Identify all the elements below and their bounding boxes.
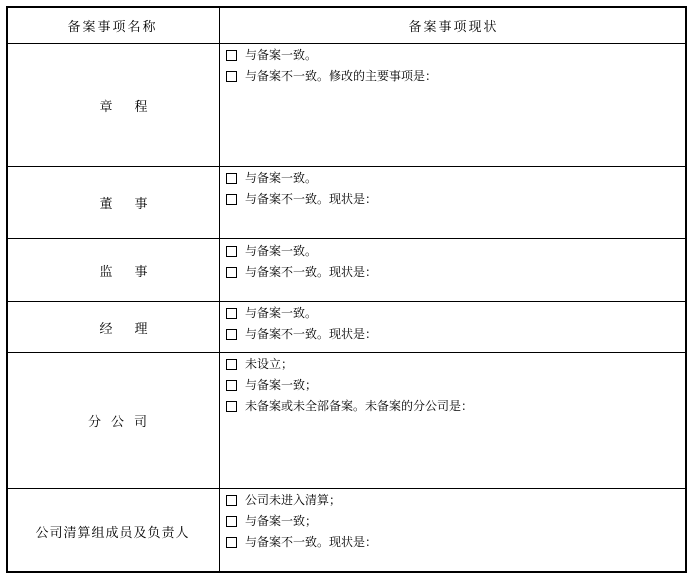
checkbox[interactable] bbox=[226, 380, 237, 391]
row-name-supervisors: 监事 bbox=[99, 264, 170, 280]
option-label: 公司未进入清算； bbox=[245, 493, 342, 507]
checkbox[interactable] bbox=[226, 173, 237, 184]
row-name-directors: 董事 bbox=[99, 197, 170, 212]
row-options-branches bbox=[226, 354, 681, 417]
option-label: 与备案不一致。现状是： bbox=[245, 265, 378, 279]
row-options-directors bbox=[226, 168, 681, 210]
option-item[interactable] bbox=[226, 303, 681, 324]
option-label: 与备案一致； bbox=[245, 378, 318, 392]
option-item[interactable] bbox=[226, 262, 681, 283]
checkbox[interactable] bbox=[226, 516, 237, 527]
checkbox[interactable] bbox=[226, 267, 237, 278]
option-item[interactable] bbox=[226, 168, 681, 189]
checkbox[interactable] bbox=[226, 401, 237, 412]
option-label: 与备案一致。 bbox=[245, 244, 318, 258]
option-item[interactable] bbox=[226, 241, 681, 262]
checkbox[interactable] bbox=[226, 329, 237, 340]
row-name-manager: 经理 bbox=[99, 321, 170, 337]
option-item[interactable] bbox=[226, 45, 681, 66]
row-name-charter: 章程 bbox=[99, 99, 170, 115]
option-item[interactable] bbox=[226, 396, 681, 417]
checkbox[interactable] bbox=[226, 50, 237, 61]
row-options-manager bbox=[226, 303, 681, 345]
header-item-name: 备案事项名称 bbox=[67, 19, 158, 35]
option-label: 与备案一致。 bbox=[245, 306, 318, 320]
option-label: 与备案不一致。现状是： bbox=[245, 535, 378, 549]
checkbox[interactable] bbox=[226, 246, 237, 257]
option-label: 与备案一致。 bbox=[245, 48, 318, 62]
option-item[interactable] bbox=[226, 189, 681, 210]
row-options-charter bbox=[226, 45, 681, 87]
checkbox[interactable] bbox=[226, 194, 237, 205]
checkbox[interactable] bbox=[226, 308, 237, 319]
row-options-supervisors bbox=[226, 241, 681, 283]
checkbox[interactable] bbox=[226, 71, 237, 82]
option-item[interactable] bbox=[226, 532, 681, 553]
option-label: 未设立； bbox=[245, 357, 294, 371]
row-options-liquidation bbox=[226, 490, 681, 553]
checkbox[interactable] bbox=[226, 359, 237, 370]
header-item-status: 备案事项现状 bbox=[408, 19, 499, 35]
option-label: 与备案不一致。修改的主要事项是： bbox=[245, 69, 438, 83]
option-item[interactable] bbox=[226, 511, 681, 532]
checkbox[interactable] bbox=[226, 495, 237, 506]
option-label: 未备案或未全部备案。未备案的分公司是： bbox=[245, 399, 474, 413]
option-item[interactable] bbox=[226, 324, 681, 345]
row-name-branches: 分公司 bbox=[87, 415, 157, 430]
option-item[interactable] bbox=[226, 66, 681, 87]
option-item[interactable] bbox=[226, 490, 681, 511]
option-label: 与备案不一致。现状是： bbox=[245, 192, 378, 206]
option-label: 与备案一致； bbox=[245, 514, 318, 528]
option-item[interactable] bbox=[226, 375, 681, 396]
option-item[interactable] bbox=[226, 354, 681, 375]
checkbox[interactable] bbox=[226, 537, 237, 548]
row-name-liquidation: 公司清算组成员及负责人 bbox=[35, 525, 190, 541]
option-label: 与备案一致。 bbox=[245, 171, 318, 185]
option-label: 与备案不一致。现状是： bbox=[245, 327, 378, 341]
